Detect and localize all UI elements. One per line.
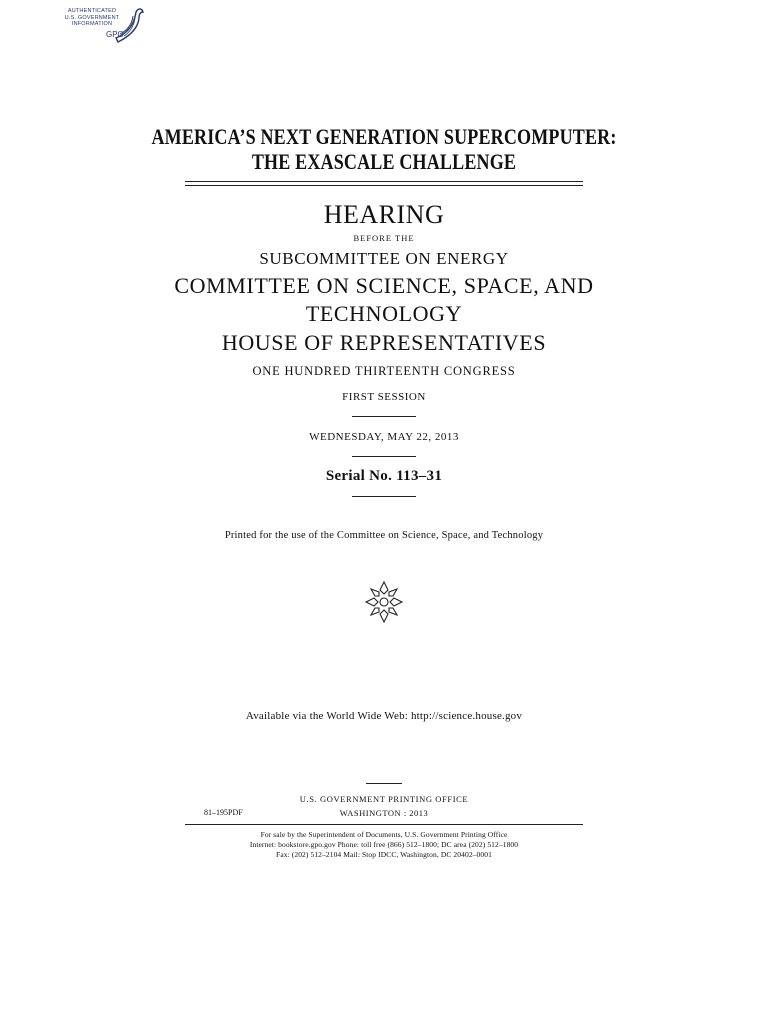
printed-for-note: Printed for the use of the Committee on Science, Space, and Technology [224, 530, 544, 541]
committee-line-2: TECHNOLOGY [305, 301, 463, 326]
divider-rule [352, 416, 416, 417]
printing-office: U.S. GOVERNMENT PRINTING OFFICE [299, 794, 469, 804]
hearing-heading: HEARING [323, 200, 445, 229]
before-the: BEFORE THE [353, 233, 415, 243]
footer-rule [185, 824, 583, 825]
subcommittee-name: SUBCOMMITTEE ON ENERGY [259, 249, 509, 268]
congress-number: ONE HUNDRED THIRTEENTH CONGRESS [252, 364, 516, 378]
title-line-2: THE EXASCALE CHALLENGE [251, 149, 517, 174]
place-year: WASHINGTON : 2013 [339, 808, 429, 818]
sale-information [0, 830, 768, 860]
seal-line: AUTHENTICATED [67, 8, 117, 14]
title-line-1: AMERICA’S NEXT GENERATION SUPERCOMPUTER: [151, 124, 617, 149]
hearing-date: WEDNESDAY, MAY 22, 2013 [309, 431, 459, 443]
divider-rule [352, 496, 416, 497]
seal-gpo-label: GPO [106, 30, 124, 39]
house-name: HOUSE OF REPRESENTATIVES [221, 330, 547, 355]
seal-line: U.S. GOVERNMENT [64, 14, 120, 21]
eagle-icon [112, 4, 146, 46]
web-availability: Available via the World Wide Web: http://science.house.gov [245, 710, 523, 722]
seal-line: INFORMATION [71, 21, 113, 28]
sale-line: Internet: bookstore.gpo.gov Phone: toll free (866) 512–1800; DC area (202) 512–1800 [249, 840, 519, 849]
committee-line-1: COMMITTEE ON SCIENCE, SPACE, AND [174, 273, 594, 298]
sale-line: Fax: (202) 512–2104 Mail: Stop IDCC, Washington, DC 20402–0001 [276, 850, 492, 859]
pdf-number: 81–195PDF [204, 808, 243, 817]
serial-number: Serial No. 113–31 [325, 468, 443, 484]
session-label: FIRST SESSION [342, 391, 426, 403]
divider-rule [352, 456, 416, 457]
footer-short-rule [366, 783, 402, 784]
sale-line: For sale by the Superintendent of Documents, U.S. Government Printing Office [260, 830, 508, 839]
title-double-rule [185, 181, 583, 186]
document-title [69, 124, 699, 174]
ornament-icon [364, 580, 404, 624]
committee-name [0, 272, 768, 328]
gpo-authentication-seal [60, 4, 152, 48]
